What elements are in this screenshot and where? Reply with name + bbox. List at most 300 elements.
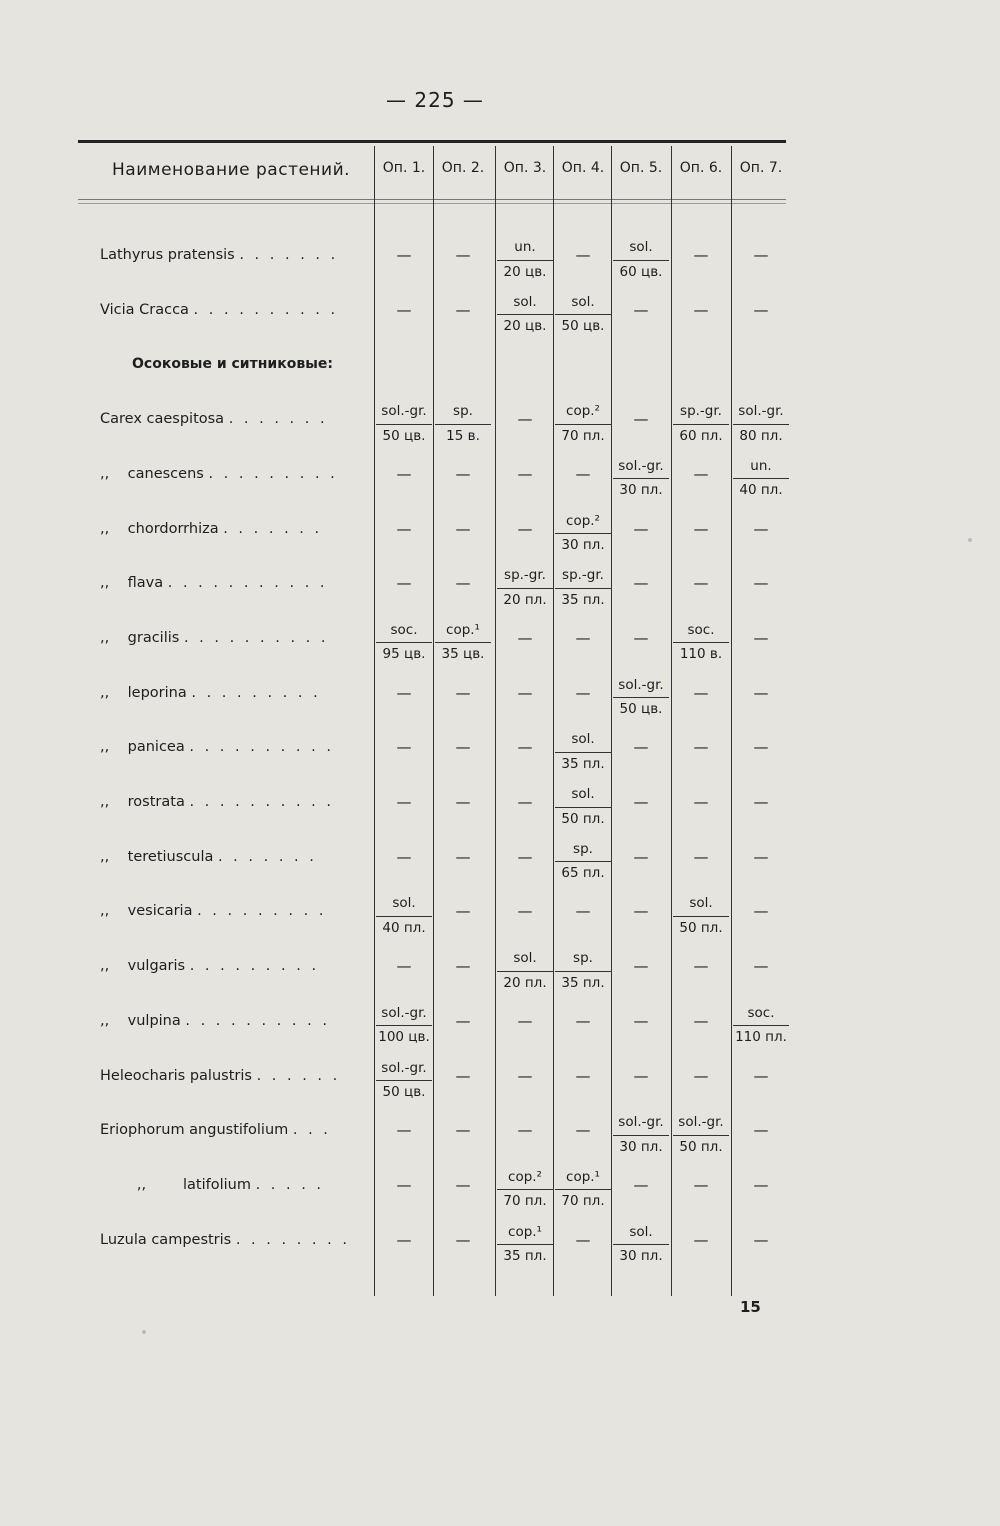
- plant-name-text: ,, vesicaria: [100, 903, 198, 920]
- absent-dash: —: [396, 464, 412, 483]
- plant-name: [100, 1122, 331, 1138]
- leader-dots: . . . . . . . .: [235, 1231, 350, 1248]
- abundance-value: sol.: [571, 293, 595, 310]
- absent-dash: —: [753, 300, 769, 319]
- abundance-value: sol.: [689, 895, 713, 912]
- absent-dash: —: [753, 574, 769, 593]
- table-cell: [733, 1066, 789, 1085]
- absent-dash: —: [455, 957, 471, 976]
- abundance-value: sol.-gr.: [618, 676, 664, 693]
- absent-dash: —: [693, 683, 709, 702]
- absent-dash: —: [633, 410, 649, 429]
- absent-dash: —: [455, 464, 471, 483]
- table-cell: [555, 1011, 611, 1030]
- absent-dash: —: [455, 1066, 471, 1085]
- header-rule-double: [78, 203, 786, 204]
- table-cell: [733, 795, 789, 811]
- column-divider: [495, 146, 496, 1296]
- abundance-value: sol.: [629, 1223, 653, 1240]
- absent-dash: —: [633, 1066, 649, 1085]
- abundance-value: cop.²: [566, 403, 600, 420]
- table-cell: [733, 300, 789, 319]
- table-cell: [497, 683, 553, 702]
- table-cell: [733, 847, 789, 866]
- absent-dash: —: [575, 683, 591, 702]
- table-cell: [435, 519, 491, 538]
- column-header: Оп. 5.: [619, 160, 663, 176]
- plant-name-text: ,, panicea: [100, 739, 190, 756]
- abundance-value: cop.¹: [508, 1223, 542, 1240]
- leader-dots: . . . . . . . . . .: [193, 301, 339, 318]
- table-cell: [435, 576, 491, 592]
- height-value: 50 цв.: [613, 697, 669, 717]
- absent-dash: —: [396, 519, 412, 538]
- table-cell: [435, 621, 491, 663]
- table-cell: [497, 464, 553, 483]
- absent-dash: —: [517, 1011, 533, 1030]
- plant-name: [100, 630, 329, 646]
- column-divider: [671, 146, 672, 1296]
- table-cell: [555, 464, 611, 483]
- plant-name: [100, 1068, 340, 1084]
- plant-name: [100, 247, 338, 263]
- absent-dash: —: [517, 628, 533, 647]
- absent-dash: —: [396, 1175, 412, 1194]
- plant-name-text: Lathyrus pratensis: [100, 247, 240, 263]
- absent-dash: —: [517, 519, 533, 538]
- table-cell: [555, 512, 611, 553]
- leader-dots: . . . . . . .: [228, 411, 328, 428]
- page-number-header: — 225 —: [386, 88, 484, 112]
- abundance-value: sp.: [453, 403, 473, 420]
- absent-dash: —: [575, 902, 591, 921]
- column-header: Оп. 1.: [382, 160, 426, 176]
- column-divider: [611, 146, 612, 1296]
- table-cell: [673, 683, 729, 702]
- table-cell: [497, 241, 553, 279]
- table-cell: [555, 569, 611, 607]
- absent-dash: —: [396, 300, 412, 319]
- table-cell: [733, 683, 789, 702]
- table-cell: [555, 788, 611, 826]
- abundance-value: un.: [750, 457, 772, 474]
- absent-dash: —: [753, 1121, 769, 1140]
- leader-dots: . . . . . . . . . .: [185, 1012, 330, 1029]
- plant-name-text: ,, rostrata: [100, 794, 190, 810]
- absent-dash: —: [693, 1011, 709, 1030]
- absent-dash: —: [753, 246, 769, 264]
- absent-dash: —: [455, 300, 471, 319]
- table-cell: [376, 740, 432, 756]
- absent-dash: —: [455, 519, 471, 538]
- plant-name: [100, 521, 322, 537]
- absent-dash: —: [396, 847, 412, 866]
- absent-dash: —: [396, 793, 412, 811]
- leader-dots: . . . . . . . . . . .: [167, 575, 328, 592]
- abundance-value: sp.: [573, 840, 593, 857]
- column-header: Оп. 3.: [503, 160, 547, 176]
- table-cell: [613, 676, 669, 718]
- table-cell: [376, 519, 432, 538]
- absent-dash: —: [633, 628, 649, 647]
- table-cell: [673, 1066, 729, 1085]
- table-cell: [673, 405, 729, 443]
- table-cell: [497, 628, 553, 647]
- absent-dash: —: [753, 847, 769, 866]
- table-cell: [435, 248, 491, 264]
- table-cell: [733, 405, 789, 443]
- table-cell: [613, 576, 669, 592]
- table-cell: [673, 897, 729, 935]
- height-value: 50 цв.: [376, 424, 432, 444]
- table-cell: [555, 952, 611, 990]
- absent-dash: —: [396, 683, 412, 702]
- height-value: 50 цв.: [555, 314, 611, 334]
- table-cell: [613, 1066, 669, 1085]
- absent-dash: —: [455, 902, 471, 921]
- section-heading: Осоковые и ситниковые:: [132, 356, 333, 373]
- table-cell: [673, 519, 729, 538]
- absent-dash: —: [575, 1011, 591, 1030]
- absent-dash: —: [575, 628, 591, 647]
- absent-dash: —: [396, 1230, 412, 1249]
- table-cell: [555, 405, 611, 443]
- table-cell: [733, 1175, 789, 1194]
- absent-dash: —: [633, 300, 649, 319]
- absent-dash: —: [517, 683, 533, 702]
- absent-dash: —: [753, 793, 769, 811]
- height-value: 60 цв.: [613, 260, 669, 280]
- table-cell: [555, 683, 611, 702]
- plant-name-text: ,, gracilis: [100, 629, 184, 646]
- table-cell: [376, 683, 432, 702]
- table-cell: [555, 248, 611, 264]
- absent-dash: —: [693, 793, 709, 811]
- plant-name-text: ,, canescens: [100, 465, 209, 482]
- leader-dots: . . . . . . .: [239, 247, 339, 263]
- absent-dash: —: [396, 957, 412, 976]
- table-cell: [555, 1066, 611, 1085]
- abundance-value: sol.: [513, 950, 537, 967]
- height-value: 110 в.: [673, 642, 729, 662]
- abundance-value: sol.: [629, 239, 653, 255]
- column-divider: [433, 146, 434, 1296]
- plant-name-text: Carex caespitosa: [100, 411, 229, 428]
- abundance-value: sol.-gr.: [381, 1004, 427, 1021]
- table-cell: [435, 740, 491, 756]
- absent-dash: —: [693, 738, 709, 757]
- absent-dash: —: [396, 574, 412, 593]
- plant-name: [100, 302, 338, 318]
- absent-dash: —: [753, 738, 769, 757]
- table-cell: [613, 519, 669, 538]
- table-cell: [555, 628, 611, 647]
- absent-dash: —: [633, 1011, 649, 1030]
- table-cell: [673, 795, 729, 811]
- abundance-value: cop.¹: [446, 621, 480, 638]
- absent-dash: —: [633, 574, 649, 593]
- absent-dash: —: [693, 300, 709, 319]
- plant-name: [100, 575, 328, 591]
- absent-dash: —: [455, 1175, 471, 1194]
- table-cell: [733, 904, 789, 920]
- table-cell: [376, 621, 432, 663]
- table-cell: [376, 405, 432, 443]
- signature-mark: 15: [740, 1298, 761, 1316]
- absent-dash: —: [633, 793, 649, 811]
- header-rule: [78, 199, 786, 200]
- absent-dash: —: [753, 957, 769, 976]
- table-cell: [555, 1123, 611, 1139]
- leader-dots: . . . . . . .: [223, 520, 323, 537]
- abundance-value: sol.-gr.: [381, 1059, 427, 1076]
- absent-dash: —: [575, 464, 591, 483]
- absent-dash: —: [693, 847, 709, 866]
- table-cell: [613, 241, 669, 279]
- plant-name-text: Heleocharis palustris: [100, 1067, 257, 1084]
- table-cell: [435, 1230, 491, 1249]
- absent-dash: —: [575, 1066, 591, 1085]
- leader-dots: . . . . . . . . .: [189, 958, 320, 975]
- plant-name-text: ,, flava: [100, 575, 168, 592]
- absent-dash: —: [517, 410, 533, 429]
- table-cell: [435, 1066, 491, 1085]
- plant-name: [100, 685, 321, 701]
- table-cell: [613, 1223, 669, 1265]
- height-value: 40 пл.: [733, 478, 789, 498]
- absent-dash: —: [753, 628, 769, 647]
- column-divider: [553, 146, 554, 1296]
- plant-name: [100, 1013, 330, 1029]
- absent-dash: —: [693, 957, 709, 976]
- table-cell: [497, 1066, 553, 1085]
- absent-dash: —: [693, 519, 709, 538]
- absent-dash: —: [455, 738, 471, 757]
- absent-dash: —: [633, 1175, 649, 1194]
- table-cell: [497, 904, 553, 920]
- abundance-value: sol.-gr.: [618, 457, 664, 474]
- table-cell: [376, 576, 432, 592]
- table-cell: [673, 1011, 729, 1030]
- absent-dash: —: [455, 574, 471, 593]
- table-cell: [555, 840, 611, 882]
- abundance-value: soc.: [687, 621, 715, 638]
- table-cell: [613, 904, 669, 920]
- absent-dash: —: [575, 1121, 591, 1140]
- abundance-value: sol.-gr.: [618, 1114, 664, 1131]
- table-cell: [673, 1230, 729, 1249]
- table-cell: [673, 959, 729, 975]
- absent-dash: —: [693, 1230, 709, 1249]
- leader-dots: . . . . . . . . . .: [189, 739, 334, 756]
- leader-dots: . . . . .: [255, 1176, 325, 1193]
- table-cell: [435, 405, 491, 443]
- table-cell: [613, 740, 669, 756]
- table-cell: [733, 740, 789, 756]
- column-header: Оп. 7.: [739, 160, 783, 176]
- abundance-value: sol.: [571, 731, 595, 748]
- table-cell: [673, 300, 729, 319]
- leader-dots: . . . . . . . . .: [208, 465, 338, 482]
- table-cell: [435, 464, 491, 483]
- abundance-value: soc.: [747, 1004, 775, 1021]
- absent-dash: —: [455, 1011, 471, 1030]
- table-cell: [497, 412, 553, 428]
- abundance-value: sol.: [392, 895, 416, 912]
- abundance-value: sp.: [573, 950, 593, 967]
- absent-dash: —: [455, 1121, 471, 1140]
- table-cell: [376, 1175, 432, 1194]
- absent-dash: —: [517, 1066, 533, 1085]
- height-value: 50 пл.: [673, 1135, 729, 1155]
- height-value: 35 цв.: [435, 642, 491, 662]
- plant-name: [100, 411, 328, 427]
- plant-name-text: Eriophorum angustifolium: [100, 1122, 293, 1139]
- plant-name: [100, 466, 338, 482]
- absent-dash: —: [455, 246, 471, 264]
- table-cell: [376, 464, 432, 483]
- abundance-value: sp.-gr.: [562, 567, 604, 584]
- table-cell: [613, 628, 669, 647]
- absent-dash: —: [753, 1230, 769, 1249]
- table-cell: [376, 1059, 432, 1100]
- abundance-value: cop.²: [508, 1168, 542, 1185]
- plant-name: [100, 903, 326, 919]
- height-value: 40 пл.: [376, 916, 432, 936]
- height-value: 30 пл.: [613, 478, 669, 498]
- paper-speck: [142, 1330, 146, 1334]
- table-cell: [435, 904, 491, 920]
- plant-name: [100, 958, 319, 974]
- absent-dash: —: [455, 793, 471, 811]
- table-cell: [733, 959, 789, 975]
- table-cell: [497, 1223, 553, 1265]
- leader-dots: . . .: [292, 1122, 331, 1139]
- table-cell: [733, 457, 789, 499]
- absent-dash: —: [633, 902, 649, 921]
- plant-name: [100, 739, 334, 755]
- height-value: 50 пл.: [555, 807, 611, 827]
- absent-dash: —: [396, 738, 412, 757]
- paper-speck: [968, 538, 972, 542]
- abundance-value: sol.-gr.: [678, 1114, 724, 1131]
- absent-dash: —: [693, 464, 709, 483]
- column-divider: [374, 146, 375, 1296]
- table-cell: [435, 683, 491, 702]
- abundance-value: un.: [514, 239, 536, 255]
- absent-dash: —: [396, 246, 412, 264]
- table-cell: [733, 1004, 789, 1046]
- table-cell: [497, 569, 553, 607]
- table-cell: [497, 795, 553, 811]
- table-cell: [376, 300, 432, 319]
- table-cell: [376, 1123, 432, 1139]
- absent-dash: —: [633, 738, 649, 757]
- abundance-value: cop.²: [566, 512, 600, 529]
- height-value: 60 пл.: [673, 424, 729, 444]
- absent-dash: —: [396, 1121, 412, 1140]
- table-cell: [435, 1123, 491, 1139]
- absent-dash: —: [517, 464, 533, 483]
- table-cell: [673, 621, 729, 663]
- absent-dash: —: [753, 1066, 769, 1085]
- absent-dash: —: [753, 902, 769, 921]
- absent-dash: —: [455, 1230, 471, 1249]
- table-cell: [733, 628, 789, 647]
- absent-dash: —: [693, 1066, 709, 1085]
- leader-dots: . . . . . .: [256, 1067, 341, 1084]
- table-cell: [673, 740, 729, 756]
- absent-dash: —: [753, 519, 769, 538]
- abundance-value: sp.-gr.: [504, 567, 546, 584]
- table-cell: [613, 1175, 669, 1194]
- absent-dash: —: [517, 847, 533, 866]
- absent-dash: —: [633, 847, 649, 866]
- table-cell: [435, 847, 491, 866]
- height-value: 95 цв.: [376, 642, 432, 662]
- plant-name: [100, 794, 334, 810]
- table-cell: [555, 904, 611, 920]
- absent-dash: —: [693, 246, 709, 264]
- table-cell: [555, 1168, 611, 1210]
- table-cell: [376, 795, 432, 811]
- table-cell: [613, 1116, 669, 1154]
- abundance-value: sol.: [513, 293, 537, 310]
- height-value: 70 пл.: [497, 1189, 553, 1209]
- table-cell: [497, 1011, 553, 1030]
- table-cell: [376, 959, 432, 975]
- table-cell: [497, 1123, 553, 1139]
- absent-dash: —: [517, 902, 533, 921]
- height-value: 50 цв.: [376, 1080, 432, 1100]
- plant-name: [100, 1177, 324, 1193]
- leader-dots: . . . . . . .: [217, 848, 317, 865]
- absent-dash: —: [517, 793, 533, 811]
- absent-dash: —: [455, 683, 471, 702]
- table-cell: [673, 847, 729, 866]
- abundance-value: sol.-gr.: [381, 403, 427, 420]
- table-cell: [673, 1175, 729, 1194]
- table-cell: [376, 1230, 432, 1249]
- plant-name-text: Vicia Cracca: [100, 301, 194, 318]
- plant-name-text: ,, leporina: [100, 684, 192, 701]
- plant-name-text: ,, vulgaris: [100, 958, 190, 975]
- height-value: 65 пл.: [555, 861, 611, 881]
- height-value: 70 пл.: [555, 424, 611, 444]
- height-value: 20 пл.: [497, 971, 553, 991]
- table-cell: [673, 1116, 729, 1154]
- table-cell: [376, 1004, 432, 1046]
- table-cell: [376, 897, 432, 935]
- column-divider: [731, 146, 732, 1296]
- height-value: 80 пл.: [733, 424, 789, 444]
- height-value: 35 пл.: [555, 971, 611, 991]
- absent-dash: —: [517, 738, 533, 757]
- plant-name-text: ,, chordorrhiza: [100, 520, 224, 537]
- leader-dots: . . . . . . . . .: [191, 684, 321, 701]
- absent-dash: —: [753, 1175, 769, 1194]
- table-cell: [435, 795, 491, 811]
- plant-name-text: ,, latifolium: [100, 1176, 256, 1193]
- table-cell: [613, 1011, 669, 1030]
- abundance-value: sp.-gr.: [680, 403, 722, 420]
- column-header: Оп. 2.: [441, 160, 485, 176]
- absent-dash: —: [575, 1230, 591, 1249]
- table-cell: [733, 1230, 789, 1249]
- column-header: Оп. 6.: [679, 160, 723, 176]
- absent-dash: —: [575, 246, 591, 264]
- leader-dots: . . . . . . . . . .: [189, 794, 335, 810]
